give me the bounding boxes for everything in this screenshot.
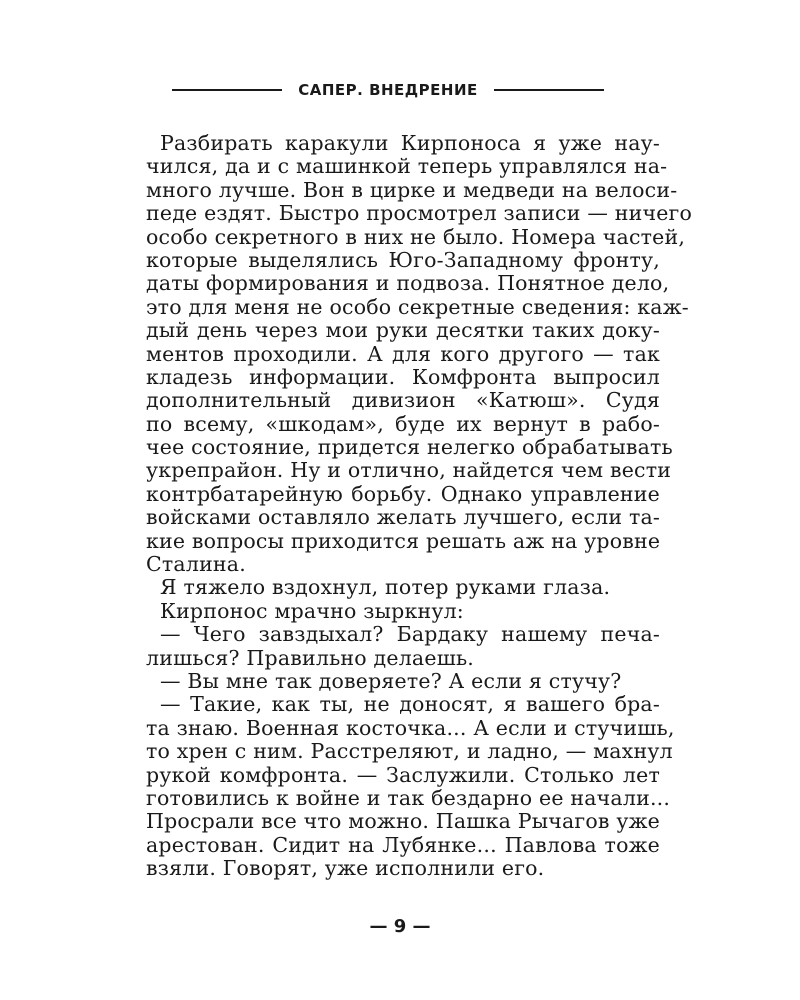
dialogue-line: та знаю. Военная косточка... А если и стучишь, xyxy=(146,715,675,740)
text-line: чился, да и с машинкой теперь управлялся на- xyxy=(146,154,668,179)
text-line: контрбатарейную борьбу. Однако управление xyxy=(146,481,660,506)
text-line: кие вопросы приходится решать аж на уровне xyxy=(146,528,661,553)
text-line: которые выделялись Юго-Западному фронту, xyxy=(146,247,660,272)
dialogue-line: — Чего завздыхал? Бардаку нашему печа- xyxy=(160,622,660,647)
text-line: укрепрайон. Ну и отлично, найдется чем вести xyxy=(146,458,672,483)
text-line: особо секретного в них не было. Номера частей, xyxy=(146,224,686,249)
dialogue-line: то хрен с ним. Расстреляют, и ладно, — махнул xyxy=(146,739,673,764)
dialogue-line: — Вы мне так доверяете? А если я стучу? xyxy=(160,668,622,693)
dialogue-line: готовились к войне и так бездарно ее начали... xyxy=(146,785,671,810)
text-line: ментов проходили. А для кого другого — так xyxy=(146,341,660,366)
dialogue-line: Просрали все что можно. Пашка Рычагов уже xyxy=(146,809,660,834)
text-line: педе ездят. Быстро просмотрел записи — ничего xyxy=(146,201,693,226)
dialogue-line: лишься? Правильно делаешь. xyxy=(146,645,475,670)
text-line: дый день через мои руки десятки таких доку- xyxy=(146,318,660,343)
running-header xyxy=(0,78,800,102)
text-line: чее состояние, придется нелегко обрабатывать xyxy=(146,435,673,460)
text-line: дополнительный дивизион «Катюш». Судя xyxy=(146,388,660,413)
text-line: это для меня не особо секретные сведения: каж- xyxy=(146,294,689,319)
text-line: Кирпонос мрачно зыркнул: xyxy=(160,598,464,623)
dialogue-line: — Такие, как ты, не доносят, я вашего бра- xyxy=(160,692,660,717)
text-line: войсками оставляло желать лучшего, если та- xyxy=(146,505,661,530)
book-title: САПЕР. ВНЕДРЕНИЕ xyxy=(298,81,478,99)
page-text xyxy=(146,131,693,881)
dialogue-line: взяли. Говорят, уже исполнили его. xyxy=(146,856,545,881)
dialogue-line: рукой комфронта. — Заслужили. Столько лет xyxy=(146,762,660,787)
dialogue-line: арестован. Сидит на Лубянке... Павлова тоже xyxy=(146,832,660,857)
text-line: даты формирования и подвоза. Понятное дело, xyxy=(146,271,670,296)
text-line: Я тяжело вздохнул, потер руками глаза. xyxy=(160,575,611,600)
header-rule-left xyxy=(172,89,282,91)
text-line: много лучше. Вон в цирке и медведи на велоси- xyxy=(146,177,678,202)
text-line: по всему, «шкодам», буде их вернут в рабо- xyxy=(146,411,660,436)
text-line: Сталина. xyxy=(146,552,246,577)
header-rule-right xyxy=(494,89,604,91)
page-number: — 9 — xyxy=(369,916,431,937)
text-line: Разбирать каракули Кирпоноса я уже нау- xyxy=(160,131,660,155)
text-line: кладезь информации. Комфронта выпросил xyxy=(146,364,660,389)
